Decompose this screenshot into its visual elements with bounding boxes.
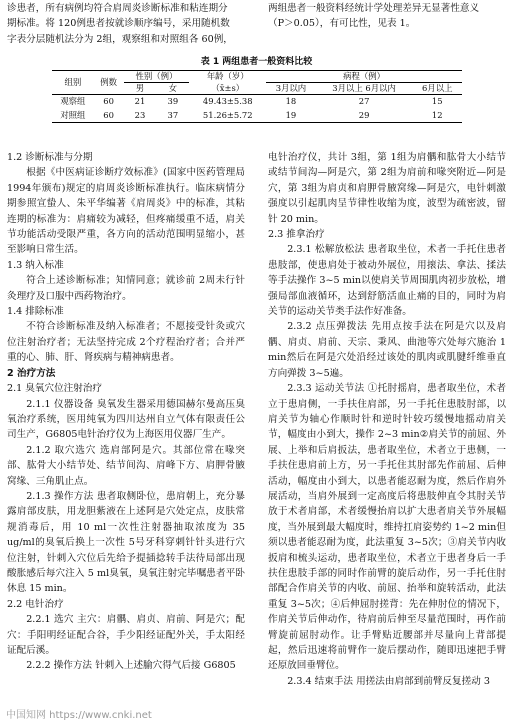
th-cases: 例数 <box>100 77 117 87</box>
cell-cases: 60 <box>103 109 114 120</box>
right-column <box>268 150 506 689</box>
intro-right-line: （P＞0.05），有可比性，见表 1。 <box>268 18 416 30</box>
cell-group: 对照组 <box>60 109 86 120</box>
paragraph: 2.1.2 取穴选穴 选肩部阿是穴。其部位常在喙突部、肱骨大小结节处、结节间沟、肩峰下方、肩胛骨腋窝缘、三角肌止点。 <box>7 444 245 487</box>
cell-male: 21 <box>134 96 146 107</box>
paragraph: 2.1.1 仪器设备 臭氧发生器采用德国赫尔曼高压臭氧治疗系统，医用纯氧为四川达州自立气体有限责任公司生产，G6805电针治疗仪为上海医用仪器厂生产。 <box>7 398 245 441</box>
th-course-2: 3月以上 6月以内 <box>332 83 396 93</box>
cnki-watermark: 中国知网 https://www.cnki.net <box>6 710 152 721</box>
paragraph: 符合上述诊断标准；知情同意；就诊前 2周未行针灸理疗及口服中西药物治疗。 <box>7 275 245 302</box>
paragraph: 2.3.4 结束手法 用搓法由肩部到前臂反复搓动 3 <box>287 675 490 687</box>
section-heading: 2.3 推拿治疗 <box>268 229 325 241</box>
th-course-1: 3月以内 <box>275 83 307 93</box>
cell-course-3: 12 <box>431 109 443 120</box>
section-heading: 1.4 排除标准 <box>7 306 64 318</box>
intro-left-line: 字表分层随机法分为 2组，观察组和对照组各 60例， <box>7 33 233 45</box>
cell-female: 37 <box>167 109 179 120</box>
table-row <box>52 109 462 123</box>
paragraph: 2.3.2 点压弹拨法 先用点按手法在阿是穴以及肩髃、肩贞、肩前、天宗、秉风、曲池等穴处每穴施治 1 min然后在阿是穴处沿经过该处的肌肉或肌腱纤维垂直方向弹拨 3~5遍。 <box>268 321 506 379</box>
cell-course-1: 18 <box>285 96 297 107</box>
th-age-unit: （x̄±s） <box>211 82 245 93</box>
intro-left-line: 期标准。将 120例患者按就诊顺序编号，采用随机数 <box>7 18 230 30</box>
th-female: 女 <box>168 83 178 93</box>
section-heading: 1.2 诊断标准与分期 <box>7 152 93 163</box>
cell-male: 23 <box>134 109 146 120</box>
paragraph: 2.3.3 运动关节法 ①托肘摇肩，患者取坐位，术者立于患肩侧，一手扶住肩部，另一手托住患肢肘部，以肩关节为轴心作顺时针和逆时针较巧缓慢地摇动肩关节，幅度由小到大，操作 2~3 min②肩关节的前屈、外展、上举和后肩扳法，患者取坐位，术者立于患侧，一手扶住患肩前上方，另一手托住其肘部先作前屈、后伸活动，幅度由小到大，以患者能忍耐为度，然后作肩外展活动，当肩外展到一定高度后将患肢伸直令其肘关节放于术者肩部，术者缓慢抬肩以扩大患者肩关节外展幅度，当外展到最大幅度时，维持扛肩姿势约 1~2 min但须以患者能忍耐为度，此法重复 3~5次；③肩关节内收扳肩和梳头运动，患者取坐位，术者立于患者身后一手扶住患肢手部的同时作前臂的旋后动作，另一手托住肘部配合作肩关节的内收、前屈、抬举和旋转活动，此法重复 3~5次；④后伸屈肘搓背：先在伸肘位的情况下，作肩关节后伸动作，待肩前后伸至尽量范围时，再作前臂旋前屈肘动作。让手臂贴近腰部并尽量向上背部提起，然后迅速将前臂作一旋后摆动作，随即迅速把手臂还原放回垂臂位。 <box>268 383 506 672</box>
cell-age: 51.26±5.72 <box>202 109 253 120</box>
paragraph: 2.2.1 选穴 主穴：肩髃、肩贞、肩前、阿是穴；配穴：手阳明经证配合谷，手少阳经证配外关，手太阳经证配后溪。 <box>7 614 245 656</box>
cell-course-3: 15 <box>431 96 443 107</box>
intro-right-line: 两组患者一般资料经统计学处理差异无显著性意义 <box>268 3 480 14</box>
cell-group: 观察组 <box>60 96 86 107</box>
cell-cases: 60 <box>103 96 114 107</box>
paragraph: 不符合诊断标准及纳入标准者；不愿接受针灸或穴位注射治疗者；无法坚持完成 2个疗程治疗者；合并严重的心、肺、肝、肾疾病与精神病患者。 <box>7 321 245 364</box>
table-caption: 表 1 两组患者一般资料比较 <box>200 57 313 67</box>
left-column <box>7 150 245 674</box>
cell-female: 39 <box>167 96 179 107</box>
th-group: 组别 <box>64 77 82 87</box>
table-row <box>52 95 462 109</box>
cell-course-2: 29 <box>358 109 370 120</box>
cell-course-1: 19 <box>285 109 297 120</box>
section-heading: 2 治疗方法 <box>7 367 56 379</box>
intro-left <box>7 1 247 47</box>
th-age: 年龄（岁） <box>206 71 249 82</box>
paragraph: 2.3.1 松解放松法 患者取坐位，术者一手托住患者患肢部，使患肩处于被动外展位，用㨰法、拿法、揉法等手法操作 3~5 min以使肩关节周围肌肉初步放松，增强局部血液循环，达到舒筋活血止痛的目的，同时为肩关节的运动关节类手法作好准备。 <box>268 244 506 318</box>
paragraph: 根据《中医病证诊断疗效标准》(国家中医药管理局 1994年颁布)规定的肩周炎诊断标准执行。临床病情分期参照宣蛰人、朱平华编著《肩周炎》中的标准，其粘连期的标准为：肩痛较为减轻，但疼痛缓重不适，肩关节功能活动受限严重，各方向的活动范围明显缩小，甚至影响日常生活。 <box>7 167 245 256</box>
th-male: 男 <box>135 83 145 93</box>
th-course: 病程（例） <box>266 71 462 83</box>
baseline-table <box>52 70 462 123</box>
intro-left-line: 诊患者，所有病例均符合肩周炎诊断标准和粘连期分 <box>7 3 228 14</box>
intro-right <box>268 1 508 32</box>
paragraph: 电针治疗仪，共计 3组，第 1组为肩髃和肱骨大小结节或结节间沟—阿是穴，第 2组为肩前和喙突附近—阿是穴，第 3组为肩贞和肩胛骨腋窝缘—阿是穴，电针刺激强度以引起肌肉呈节律性收缩为度，波型为疏密波，留针 20 min。 <box>268 152 506 225</box>
cell-age: 49.43±5.38 <box>202 96 253 107</box>
paragraph: 2.1.3 操作方法 患者取侧卧位，患肩朝上，充分暴露肩部皮肤，用龙胆紫液在上述阿是穴处定点，皮肤常规消毒后，用 10 ml一次性注射器抽取浓度为 35 ug/ml的臭氧后换上一次性 5号牙科穿刺针针头进行穴位注射，针刺入穴位后先给予提插捻转手法待局部出现酸胀感后每穴注入 5 ml臭氧，臭氧注射完毕嘱患者平卧休息 15 min。 <box>7 490 245 595</box>
section-heading: 2.1 臭氧穴位注射治疗 <box>7 383 103 395</box>
paragraph: 2.2.2 操作方法 针刺入上述腧穴得气后接 G6805 <box>26 660 236 672</box>
th-sex: 性别（例） <box>124 71 190 83</box>
cell-course-2: 27 <box>358 96 370 107</box>
section-heading: 2.2 电针治疗 <box>7 598 64 610</box>
th-course-3: 6月以上 <box>422 83 453 93</box>
section-heading: 1.3 纳入标准 <box>7 259 64 271</box>
